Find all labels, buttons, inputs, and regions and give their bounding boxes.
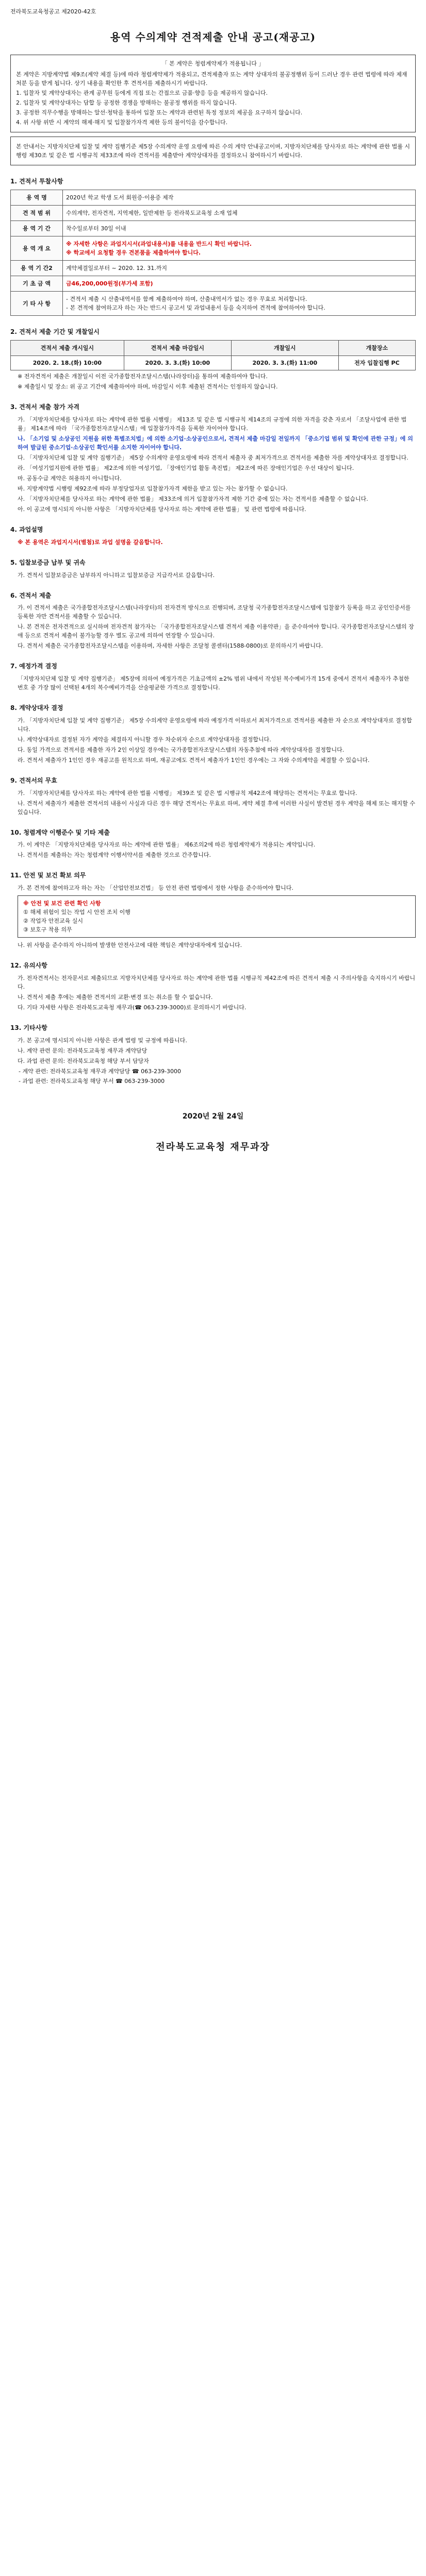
list-item: 다. 견적서 제출은 국가종합전자조달시스템을 이용하며, 자세한 사항은 조달청 콜센터(1588-0800)로 문의하시기 바랍니다. bbox=[18, 642, 323, 650]
intro-box bbox=[10, 137, 416, 165]
list-item: 바. 지방계약법 시행령 제92조에 따라 부정당업자로 입찰참가자격 제한을 받고 있는 자는 참가할 수 없습니다. bbox=[18, 485, 288, 493]
intro-text: 본 안내서는 지방자치단체 입찰 및 계약 집행기준 제5장 수의계약 운영 요령에 따른 수의 계약 안내공고이며, 지방자치단체를 당사자로 하는 계약에 관한 법률 시행령 제30조 및 같은 법 시행규칙 제33조에 따라 견적서를 제출받아 계약상대자를 결정하오니 참여하시기 바랍니다. bbox=[16, 143, 410, 159]
list-item: 다. 「지방자치단체 입찰 및 계약 집행기준」 제5장 수의계약 운영요령에 따라 견적서 제출자 중 최저가격으로 견적서를 제출한 자를 계약상대자로 결정합니다. bbox=[18, 454, 408, 462]
integrity-item-4: 4. 위 사항 위반 시 계약의 해제·해지 및 입찰참가자격 제한 등의 불이익을 감수합니다. bbox=[16, 119, 228, 126]
row-value bbox=[63, 236, 416, 261]
column-header: 견적서 제출 개시일시 bbox=[11, 341, 124, 356]
list-item: 가. 「지방자치단체 입찰 및 계약 집행기준」 제5장 수의계약 운영요령에 따라 예정가격 이하로서 최저가격으로 견적서를 제출한 자 순으로 계약상대자로 결정합니다. bbox=[18, 717, 412, 733]
contact-line: - 계약 관련: 전라북도교육청 재무과 계약담당 ☎ 063-239-3000 bbox=[19, 1067, 182, 1075]
integrity-item-1: 1. 입찰자 및 계약상대자는 관계 공무원 등에게 직접 또는 간접으로 금품·향응 등을 제공하지 않습니다. bbox=[16, 90, 268, 97]
list-item: 나. 본 견적은 전자견적으로 실시하며 전자견적 참가자는 「국가종합전자조달시스템 견적서 제출 이용약관」을 준수하여야 합니다. 국가종합전자조달시스템의 장애 등으로 견적서 제출이 불가능할 경우 별도 공고에 의하여 연장할 수 있습니다. bbox=[18, 623, 414, 639]
list-item: 나. 견적서 제출 후에는 제출한 견적서의 교환·변경 또는 취소를 할 수 없습니다. bbox=[18, 993, 213, 1001]
list-item: 가. 전자견적서는 전자문서로 제출되므로 지방자치단체를 당사자로 하는 계약에 관한 법률 시행규칙 제42조에 따른 견적서 제출 시 주의사항을 숙지하시기 바랍니다. bbox=[18, 974, 416, 990]
table-row bbox=[11, 206, 416, 221]
table-row bbox=[11, 261, 416, 276]
section-2-title: 2. 견적서 제출 기간 및 개찰일시 bbox=[10, 328, 100, 336]
section-10-title: 10. 청렴계약 이행준수 및 기타 제출 bbox=[10, 828, 110, 836]
table-row bbox=[11, 221, 416, 236]
section-8-title: 8. 계약상대자 결정 bbox=[10, 704, 63, 712]
safety-check-box bbox=[18, 895, 416, 938]
table-row bbox=[11, 236, 416, 261]
row-note: - 본 견적에 참여하고자 하는 자는 반드시 공고서 및 과업내용서 등을 숙지하여 견적에 참여하여야 합니다. bbox=[66, 304, 325, 312]
table-header-row bbox=[11, 341, 416, 356]
section-13-title: 13. 기타사항 bbox=[10, 1024, 47, 1032]
section-9-title: 9. 견적서의 무효 bbox=[10, 776, 57, 784]
notice-number: 전라북도교육청공고 제2020-42호 bbox=[10, 8, 96, 15]
row-value: 2020년 학교 학생 도서 회원증·이용증 제작 bbox=[63, 190, 416, 206]
list-item: 나. 견적서를 제출하는 자는 청렴계약 이행서약서를 제출한 것으로 간주합니다. bbox=[18, 852, 211, 859]
list-item: 마. 공동수급 계약은 허용하지 아니합니다. bbox=[18, 475, 122, 482]
schedule-note: ※ 전자견적서 제출은 개찰일시 이전 국가종합전자조달시스템(나라장터)을 통하여 제출하여야 합니다. bbox=[18, 373, 268, 380]
section-3-title: 3. 견적서 제출 참가 자격 bbox=[10, 403, 79, 411]
table-row bbox=[11, 356, 416, 370]
list-item: 가. 「지방자치단체를 당사자로 하는 계약에 관한 법률 시행령」 제39조 및 같은 법 시행규칙 제42조에 해당하는 견적서는 무효로 합니다. bbox=[18, 789, 357, 796]
integrity-item-2: 2. 입찰자 및 계약상대자는 담합 등 공정한 경쟁을 방해하는 불공정 행위를 하지 않습니다. bbox=[16, 99, 237, 107]
row-label: 기 타 사 항 bbox=[11, 292, 63, 316]
column-header: 개찰일시 bbox=[231, 341, 338, 356]
row-label: 용 역 기 간 bbox=[11, 221, 63, 236]
section-11-text: 가. 본 견적에 참여하고자 하는 자는 「산업안전보건법」 등 안전 관련 법령에서 정한 사항을 준수하여야 합니다. bbox=[18, 884, 293, 891]
row-label: 견 적 범 위 bbox=[11, 206, 63, 221]
table-row bbox=[11, 276, 416, 292]
safety-box-line: ① 해체 위험이 있는 작업 시 안전 조치 이행 bbox=[23, 909, 130, 916]
table-cell: 전자 입찰집행 PC bbox=[338, 356, 415, 370]
contact-line: - 과업 관련: 전라북도교육청 해당 부서 ☎ 063-239-3000 bbox=[19, 1077, 165, 1084]
list-item: 가. 이 계약은 「지방자치단체를 당사자로 하는 계약에 관한 법률」 제6조의2에 따른 청렴계약제가 적용되는 계약입니다. bbox=[18, 841, 316, 849]
row-label: 용 역 명 bbox=[11, 190, 63, 206]
row-note-red: ※ 자세한 사항은 과업지시서(과업내용서)를 내용을 반드시 확인 바랍니다. bbox=[66, 241, 252, 248]
table-row bbox=[11, 292, 416, 316]
integrity-item-3: 3. 공정한 직무수행을 방해하는 알선·청탁을 통하여 입찰 또는 계약과 관련된 특정 정보의 제공을 요구하지 않습니다. bbox=[16, 109, 303, 116]
section-7-text: 「지방자치단체 입찰 및 계약 집행기준」 제5장에 의하여 예정가격은 기초금액의 ±2% 범위 내에서 작성된 복수예비가격 15개 중에서 견적서 제출자가 추첨한 번호 중 가장 많이 선택된 4개의 복수예비가격을 산술평균한 가격으로 결정합니다. bbox=[18, 675, 409, 691]
list-item: 다. 동일 가격으로 견적서를 제출한 자가 2인 이상일 경우에는 국가종합전자조달시스템의 자동추첨에 따라 계약상대자를 결정합니다. bbox=[18, 746, 345, 753]
list-item: 다. 과업 관련 문의: 전라북도교육청 해당 부서 담당자 bbox=[18, 1057, 149, 1064]
row-value: 수의계약, 전자견적, 지역제한, 일반제한 등 전라북도교육청 소재 업체 bbox=[63, 206, 416, 221]
schedule-table bbox=[10, 340, 416, 370]
issuing-organization: 전라북도교육청 재무과장 bbox=[156, 1141, 270, 1153]
section-7-title: 7. 예정가격 결정 bbox=[10, 663, 57, 670]
row-value-amount: 금46,200,000원정(부가세 포함) bbox=[63, 276, 416, 292]
notice-date: 2020년 2월 24일 bbox=[182, 1112, 244, 1121]
section-6-title: 6. 견적서 제출 bbox=[10, 591, 52, 599]
row-label: 용 역 개 요 bbox=[11, 236, 63, 261]
integrity-text: 본 계약은 지방계약법 제9조(계약 체결 등)에 따라 청렴계약제가 적용되고, 견적제출자 또는 계약 상대자의 불공정행위 등이 드러난 경우 관련 법령에 따라 제재 처분 등을 받게 됩니다. 상기 내용을 확인한 후 견적서를 제출하시기 바랍니다. bbox=[16, 71, 407, 87]
row-value: 계약체결일로부터 ~ 2020. 12. 31.까지 bbox=[63, 261, 416, 276]
safety-box-line: ② 작업자 안전교육 실시 bbox=[23, 918, 83, 925]
list-item: 다. 기타 자세한 사항은 전라북도교육청 재무과(☎ 063-239-3000)로 문의하시기 바랍니다. bbox=[18, 1004, 247, 1011]
list-item: 아. 이 공고에 명시되지 아니한 사항은 「지방자치단체를 당사자로 하는 계약에 관한 법률」 및 관련 법령에 따릅니다. bbox=[18, 506, 306, 513]
integrity-notice-box bbox=[10, 55, 416, 132]
list-item: 가. 이 견적서 제출은 국가종합전자조달시스템(나라장터)의 전자견적 방식으로 진행되며, 조달청 국가종합전자조달시스템에 입찰참가 등록을 하고 공인인증서를 등록한 자만 견적서를 제출할 수 있습니다. bbox=[18, 604, 411, 620]
list-item: 가. 본 공고에 명시되지 아니한 사항은 관계 법령 및 규정에 따릅니다. bbox=[18, 1037, 187, 1044]
section-1-title: 1. 견적서 투찰사항 bbox=[10, 178, 63, 185]
table-row bbox=[11, 190, 416, 206]
column-header: 견적서 제출 마감일시 bbox=[124, 341, 231, 356]
section-12-title: 12. 유의사항 bbox=[10, 962, 47, 970]
list-item: 나. 계약 관련 문의: 전라북도교육청 재무과 계약담당 bbox=[18, 1047, 148, 1054]
column-header: 개찰장소 bbox=[338, 341, 415, 356]
list-item: 사. 「지방자치단체를 당사자로 하는 계약에 관한 법률」 제33조에 의거 입찰참가자격 제한 기간 중에 있는 자는 견적서를 제출할 수 없습니다. bbox=[18, 496, 368, 503]
page-title: 용역 수의계약 견적제출 안내 공고(재공고) bbox=[110, 31, 316, 44]
table-cell: 2020. 2. 18.(화) 10:00 bbox=[11, 356, 124, 370]
document-page bbox=[10, 0, 416, 1154]
list-item: 라. 「여성기업지원에 관한 법률」 제2조에 의한 여성기업, 「장애인기업 활동 촉진법」 제2조에 따른 장애인기업은 우선 대상이 됩니다. bbox=[18, 465, 354, 472]
bid-info-table bbox=[10, 190, 416, 316]
safety-box-line: ③ 보호구 착용 의무 bbox=[23, 926, 72, 934]
list-item: 라. 견적서 제출자가 1인인 경우 재공고를 원칙으로 하며, 재공고에도 견적서 제출자가 1인인 경우에는 그 자와 수의계약을 체결할 수 있습니다. bbox=[18, 756, 370, 764]
section-4-text: ※ 본 용역은 과업지시서(별첨)로 과업 설명을 갈음합니다. bbox=[18, 538, 163, 546]
row-value bbox=[63, 292, 416, 316]
safety-box-title: ※ 안전 및 보건 관련 확인 사항 bbox=[23, 900, 101, 907]
row-note: - 견적서 제출 시 산출내역서를 함께 제출하여야 하며, 산출내역서가 없는 경우 무효로 처리합니다. bbox=[66, 296, 307, 303]
list-item-highlight: 나. 「소기업 및 소상공인 지원을 위한 특별조치법」에 의한 소기업·소상공인으로서, 견적서 제출 마감일 전일까지 「중소기업 범위 및 확인에 관한 규정」에 의하여 발급된 중소기업·소상공인 확인서를 소지한 자이어야 합니다. bbox=[18, 435, 413, 451]
section-11-text-2: 나. 위 사항을 준수하지 아니하여 발생한 안전사고에 대한 책임은 계약상대자에게 있습니다. bbox=[18, 942, 242, 949]
table-cell: 2020. 3. 3.(화) 10:00 bbox=[124, 356, 231, 370]
list-item: 가. 「지방자치단체를 당사자로 하는 계약에 관한 법률 시행령」 제13조 및 같은 법 시행규칙 제14조의 규정에 의한 자격을 갖춘 자로서 「조달사업에 관한 법률」 제14조에 따라 「국가종합전자조달시스템」에 입찰참가자격을 등록한 자이어야 합니다. bbox=[18, 416, 407, 432]
row-value: 착수일로부터 30일 이내 bbox=[63, 221, 416, 236]
table-cell: 2020. 3. 3.(화) 11:00 bbox=[231, 356, 338, 370]
schedule-note: ※ 제출일시 및 장소: 위 공고 기간에 제출하여야 하며, 마감일시 이후 제출된 견적서는 인정하지 않습니다. bbox=[18, 383, 278, 391]
integrity-heading: 「 본 계약은 청렴계약제가 적용됩니다 」 bbox=[161, 60, 265, 67]
list-item: 나. 계약상대자로 결정된 자가 계약을 체결하지 아니할 경우 차순위자 순으로 계약상대자를 결정합니다. bbox=[18, 736, 271, 743]
row-label: 용 역 기 간2 bbox=[11, 261, 63, 276]
row-note-red: ※ 학교에서 요청할 경우 견본품을 제출하여야 합니다. bbox=[66, 249, 201, 257]
section-11-title: 11. 안전 및 보건 확보 의무 bbox=[10, 872, 86, 879]
row-label: 기 초 금 액 bbox=[11, 276, 63, 292]
section-5-title: 5. 입찰보증금 납부 및 귀속 bbox=[10, 558, 86, 566]
list-item: 나. 견적서 제출자가 제출한 견적서의 내용이 사실과 다른 경우 해당 견적서는 무효로 하며, 계약 체결 후에 이러한 사실이 발견된 경우 계약을 해제 또는 해지할 수 있습니다. bbox=[18, 800, 415, 816]
section-5-text: 가. 견적서 입찰보증금은 납부하지 아니하고 입찰보증금 지급각서로 갈음합니다. bbox=[18, 571, 215, 579]
section-4-title: 4. 과업설명 bbox=[10, 526, 43, 534]
